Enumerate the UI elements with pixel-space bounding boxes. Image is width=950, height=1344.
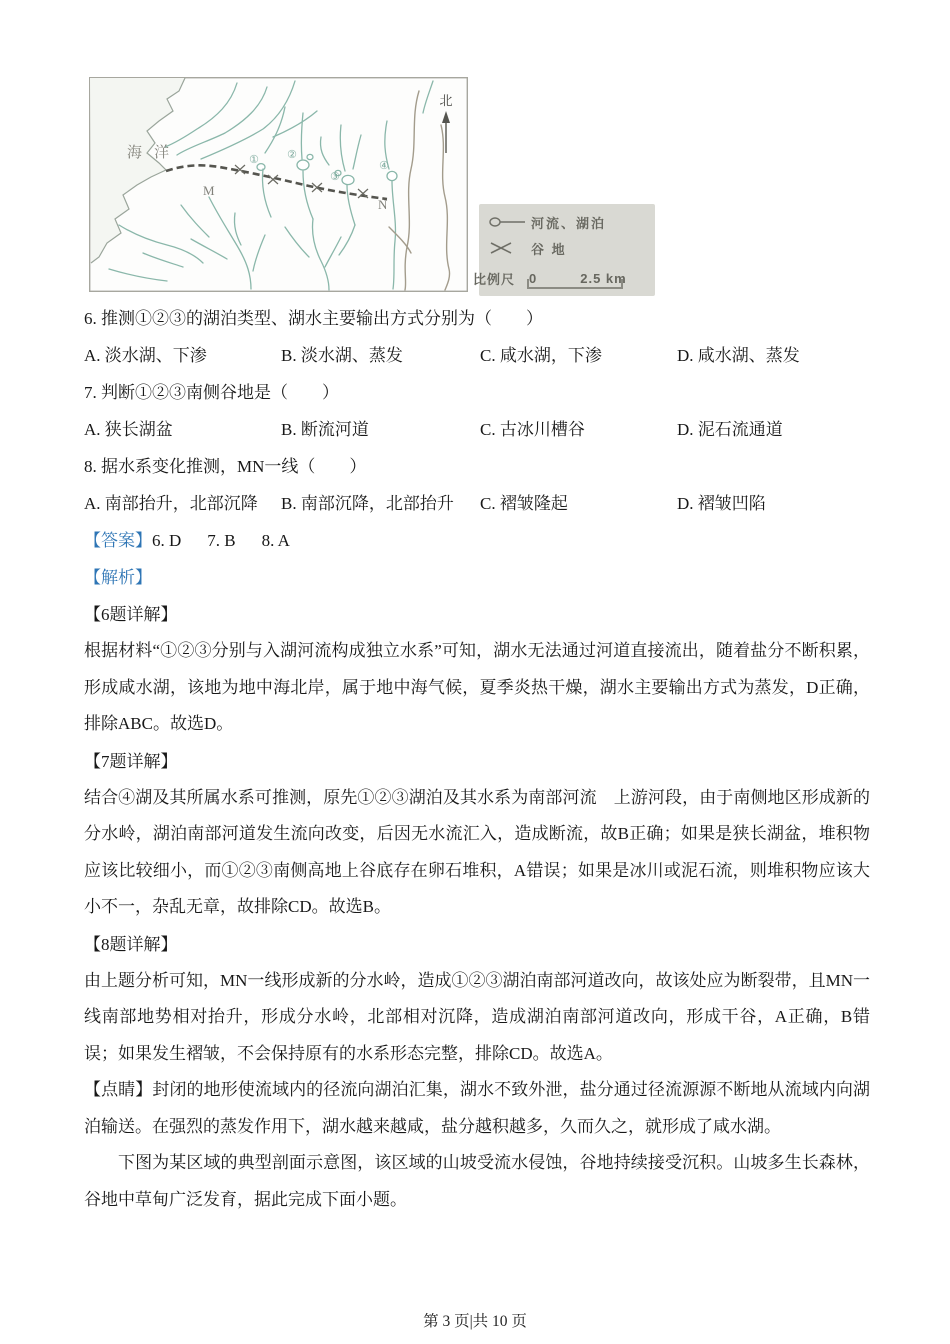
question-8-stem: 8. 据水系变化推测，MN一线（ ） (84, 457, 367, 476)
answer-q7: 7. B (207, 531, 236, 550)
question-6-options (84, 337, 870, 374)
question-7-options (84, 411, 870, 448)
option-6b: B. 淡水湖、蒸发 (281, 346, 403, 365)
region-map (89, 77, 468, 292)
option-8a: A. 南部抬升，北部沉降 (84, 494, 258, 513)
explanation-7-title: 【7题详解】 (84, 751, 178, 771)
scale-label: 比例尺 (473, 271, 516, 287)
lake-3 (342, 175, 354, 184)
option-7d: D. 泥石流通道 (677, 420, 783, 439)
question-6-stem: 6. 推测①②③的湖泊类型、湖水主要输出方式分别为（ ） (84, 309, 543, 328)
lake-2 (297, 160, 309, 170)
exam-content (84, 300, 870, 1218)
option-6a: A. 淡水湖、下渗 (84, 346, 207, 365)
option-8d: D. 褶皱凹陷 (677, 494, 766, 513)
material-paragraph: 下图为某区域的典型剖面示意图，该区域的山坡受流水侵蚀，谷地持续接受沉积。山坡多生长森林，谷地中草甸广泛发育，据此完成下面小题。 (84, 1153, 870, 1209)
answer-line (84, 522, 870, 559)
explanation-8-text: 由上题分析可知，MN一线形成新的分水岭，造成①②③湖泊南部河道改向，故该处应为断裂带，且MN一线南部地势相对抬升，形成分水岭，北部相对沉降，造成湖泊南部河道改向，形成干谷，A正确，B错误；如果发生褶皱，不会保持原有的水系形态完整，排除CD。故选A。 (84, 970, 870, 1063)
m-label: M (203, 183, 215, 198)
lake-3-number: ③ (330, 170, 340, 183)
map-figure (0, 0, 950, 300)
option-8c: C. 褶皱隆起 (480, 494, 568, 513)
answer-q8: 8. A (261, 531, 290, 550)
option-7b: B. 断流河道 (281, 420, 369, 439)
question-8-options (84, 485, 870, 522)
analysis-label: 【解析】 (84, 568, 152, 587)
option-6c: C. 咸水湖，下渗 (480, 346, 602, 365)
explanation-6-text: 根据材料“①②③分别与入湖河流构成独立水系”可知，湖水无法通过河道直接流出，随着盐分不断积累，形成咸水湖，该地为地中海北岸，属于地中海气候，夏季炎热干燥，湖水主要输出方式为蒸发，D正确，排除ABC。故选D。 (84, 641, 870, 733)
ocean-label: 海 洋 (127, 144, 174, 161)
lake-4-number: ④ (379, 159, 389, 172)
north-label: 北 (439, 93, 453, 108)
option-6d: D. 咸水湖、蒸发 (677, 346, 800, 365)
map-legend (473, 204, 655, 296)
valley-symbol-icon (487, 241, 531, 255)
answer-label: 【答案】 (84, 531, 152, 550)
scale-distance: 2.5 km (580, 270, 627, 286)
lake-1-number: ① (249, 153, 259, 166)
option-7a: A. 狭长湖盆 (84, 420, 173, 439)
scale-zero: 0 (529, 270, 537, 286)
explanation-8-title: 【8题详解】 (84, 934, 178, 954)
n-label: N (378, 197, 388, 212)
question-7-stem: 7. 判断①②③南侧谷地是（ ） (84, 383, 339, 402)
lake-4 (387, 171, 397, 180)
tip-text: 封闭的地形使流域内的径流向湖泊汇集，湖水不致外泄，盐分通过径流源源不断地从流域内向湖泊输送。在强烈的蒸发作用下，湖水越来越咸，盐分越积越多，久而久之，就形成了咸水湖。 (84, 1080, 871, 1136)
tip-paragraph (84, 1072, 870, 1145)
tip-label: 【点睛】 (84, 1080, 153, 1099)
lake-2-number: ② (287, 148, 297, 161)
explanation-7-text: 结合④湖及其所属水系可推测，原先①②③湖泊及其水系为南部河流 上游河段，由于南侧地区形成新的分水岭，湖泊南部河道发生流向改变，后因无水流汇入，造成断流，故B正确；如果是狭长湖盆，堆积物应该比较细小，而①②③南侧高地上谷底存在卵石堆积，A错误；如果是冰川或泥石流，则堆积物应该大小不一，杂乱无章，故排除CD。故选B。 (84, 787, 870, 916)
answer-q6: 6. D (152, 531, 182, 550)
scale-bracket (527, 279, 623, 289)
scale-bar (473, 266, 655, 290)
option-8b: B. 南部沉降，北部抬升 (281, 494, 454, 513)
explanation-6-title: 【6题详解】 (84, 605, 178, 624)
option-7c: C. 古冰川槽谷 (480, 420, 585, 439)
page-footer: 第 3 页|共 10 页 (423, 1313, 527, 1330)
river-lake-symbol-icon (487, 215, 531, 229)
legend-river-lake-label: 河流、湖泊 (531, 215, 607, 231)
legend-valley-label: 谷 地 (531, 241, 567, 257)
